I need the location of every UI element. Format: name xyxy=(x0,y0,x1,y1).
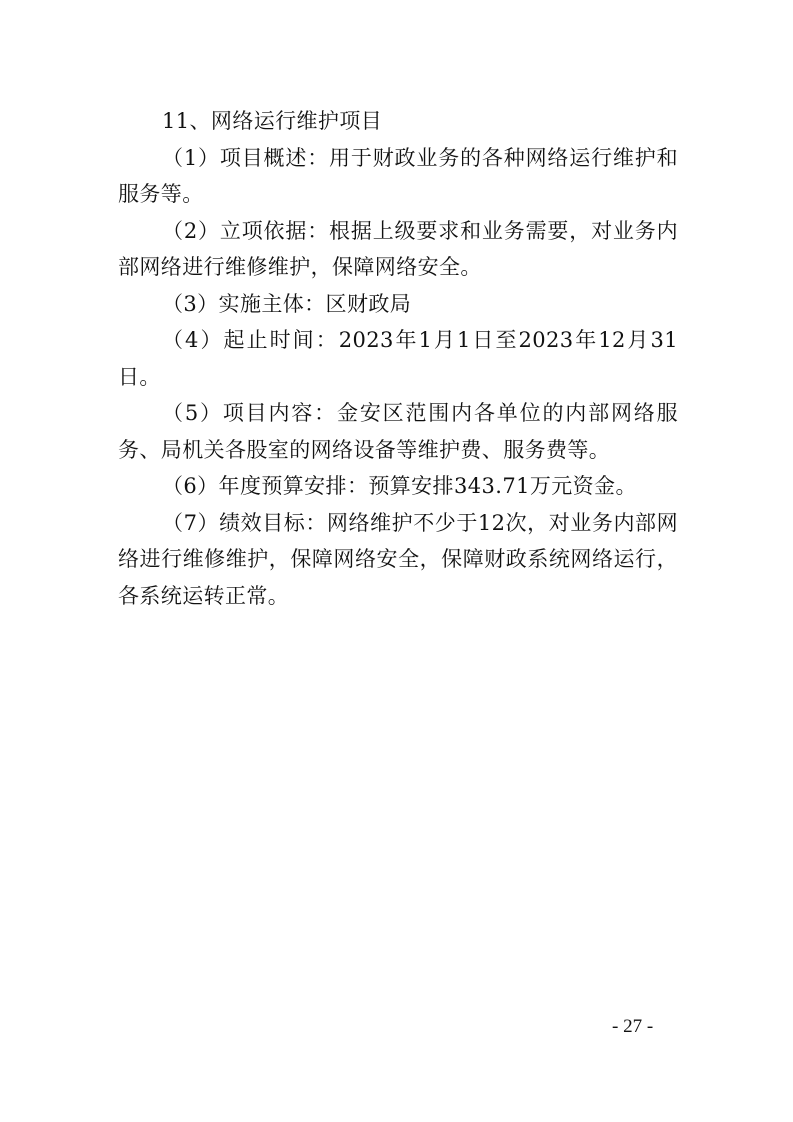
paragraph-content: （5）项目内容：金安区范围内各单位的内部网络服务、局机关各股室的网络设备等维护费、服务费等。 xyxy=(118,401,678,462)
paragraph-budget: （6）年度预算安排：预算安排343.71万元资金。 xyxy=(162,474,637,498)
paragraph-basis: （2）立项依据：根据上级要求和业务需要，对业务内部网络进行维修维护，保障网络安全。 xyxy=(118,218,678,279)
section-heading: 11、网络运行维护项目 xyxy=(162,109,383,133)
paragraph-overview: （1）项目概述：用于财政业务的各种网络运行维护和服务等。 xyxy=(118,145,678,206)
paragraph-period: （4）起止时间：2023年1月1日至2023年12月31日。 xyxy=(118,328,678,389)
document-body xyxy=(118,103,678,614)
paragraph-implementer: （3）实施主体：区财政局 xyxy=(162,291,412,316)
page-number: - 27 - xyxy=(612,1016,654,1037)
paragraph-goals: （7）绩效目标：网络维护不少于12次，对业务内部网络进行维修维护，保障网络安全，保障财政系统网络运行，各系统运转正常。 xyxy=(118,510,678,608)
